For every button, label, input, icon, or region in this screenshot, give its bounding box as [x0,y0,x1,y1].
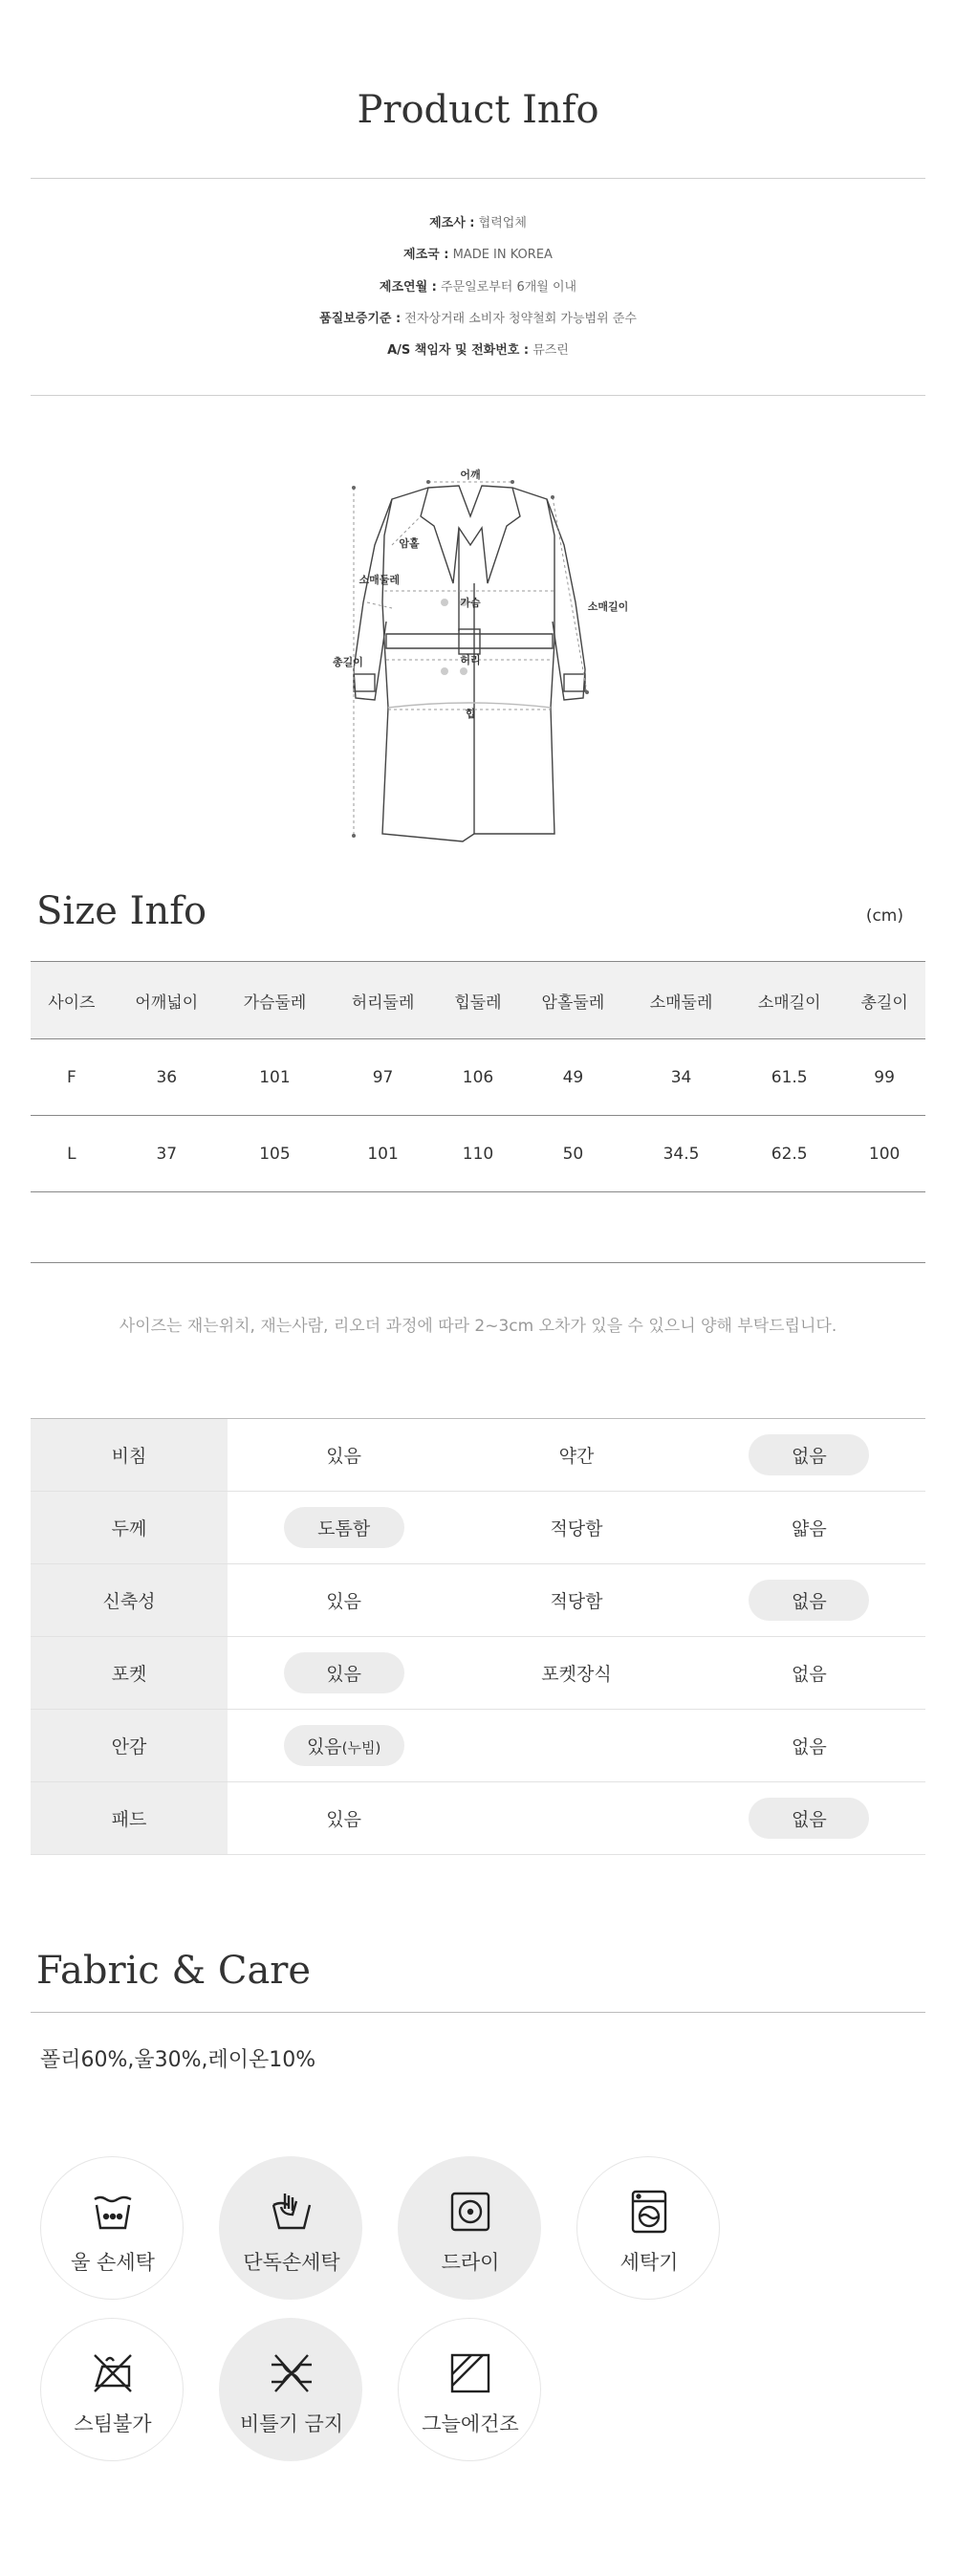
care-label: 그늘에건조 [422,2412,519,2435]
property-row-lining [31,1710,925,1782]
header-cell: 허리둘레 [329,962,437,1039]
property-row-thickness [31,1492,925,1564]
property-label: 포켓 [31,1637,228,1710]
header-cell: 암홀둘레 [519,962,627,1039]
info-country: 제조국 : MADE IN KOREA [403,248,553,262]
table-header-row [31,962,925,1039]
option: 있음 [326,1591,362,1612]
divider [31,178,925,179]
product-info-title: Product Info [357,88,599,132]
option: 없음 [791,1736,827,1757]
fabric-composition: 폴리60%,울30%,레이온10% [40,2048,316,2072]
shade-dry-icon [448,2351,492,2395]
table-cell: 62.5 [735,1116,843,1192]
table-cell: 100 [843,1116,925,1192]
label-shoulder: 어깨 [460,469,481,481]
divider [31,2012,925,2013]
option: 적당함 [550,1591,603,1612]
table-cell: 34.5 [627,1116,735,1192]
property-row-sheer [31,1419,925,1492]
table-cell: 50 [519,1116,627,1192]
table-cell: 110 [437,1116,519,1192]
table-row [31,1039,925,1116]
option [516,1736,637,1752]
divider [31,1262,925,1263]
option: 얇음 [791,1518,827,1539]
care-label: 비틀기 금지 [239,2412,344,2435]
header-cell: 소매둘레 [627,962,735,1039]
table-cell: 101 [329,1116,437,1192]
option: 있음 [326,1446,362,1467]
size-note: 사이즈는 재는위치, 재는사람, 리오더 과정에 따라 2~3cm 오차가 있을 수 있으니 양해 부탁드립니다. [119,1317,837,1336]
header-cell: 소매길이 [735,962,843,1039]
option [516,1809,637,1824]
option: 있음 [326,1809,362,1830]
label-sleeve-length: 소매길이 [587,600,629,613]
property-row-pocket [31,1637,925,1710]
info-manufacturer: 제조사 : 협력업체 [429,216,527,230]
size-table [31,961,925,1192]
header-cell: 힙둘레 [437,962,519,1039]
label-waist: 허리 [460,654,481,666]
option-selected: 있음(누빔) [284,1725,404,1766]
option-selected: 없음 [749,1580,869,1621]
table-cell: 106 [437,1039,519,1116]
header-cell: 가슴둘레 [221,962,329,1039]
care-wool-handwash [40,2156,184,2300]
option: 적당함 [550,1518,603,1539]
table-cell: 105 [221,1116,329,1192]
separate-handwash-icon [270,2190,314,2234]
property-label: 안감 [31,1710,228,1782]
table-cell: 36 [113,1039,221,1116]
care-label: 드라이 [441,2251,500,2274]
care-dry-clean [398,2156,541,2300]
header-cell: 총길이 [843,962,925,1039]
property-row-pad [31,1782,925,1855]
care-shade-dry [398,2318,541,2461]
option-selected: 없음 [749,1798,869,1839]
label-hip: 힙 [465,708,476,720]
property-label: 두께 [31,1492,228,1564]
table-row [31,1116,925,1192]
label-chest: 가슴 [460,597,481,609]
care-label: 세탁기 [619,2251,679,2274]
option: 포켓장식 [541,1664,612,1685]
property-label: 비침 [31,1419,228,1492]
property-table [31,1418,925,1855]
coat-measurement-diagram [325,459,631,861]
wool-handwash-icon [91,2190,135,2234]
care-no-steam [40,2318,184,2461]
table-cell: 97 [329,1039,437,1116]
property-row-stretch [31,1564,925,1637]
size-info-title: Size Info [36,889,207,933]
table-cell: 37 [113,1116,221,1192]
property-label: 패드 [31,1782,228,1855]
option-selected: 도톰함 [284,1507,404,1548]
divider [31,395,925,396]
option: 없음 [791,1664,827,1685]
table-cell: 34 [627,1039,735,1116]
care-washing-machine [576,2156,720,2300]
header-cell: 어깨넓이 [113,962,221,1039]
property-label: 신축성 [31,1564,228,1637]
header-cell: 사이즈 [31,962,113,1039]
care-label: 울 손세탁 [71,2251,155,2274]
fabric-care-title: Fabric & Care [36,1949,312,1993]
washing-machine-icon [627,2190,671,2234]
table-cell: 49 [519,1039,627,1116]
option: 약간 [558,1446,595,1467]
care-label: 스팀불가 [74,2412,152,2435]
info-date: 제조연월 : 주문일로부터 6개월 이내 [379,280,577,295]
no-steam-icon [91,2351,135,2395]
table-cell: 101 [221,1039,329,1116]
table-cell: 61.5 [735,1039,843,1116]
option-selected: 없음 [749,1434,869,1475]
dry-clean-icon [448,2190,492,2234]
table-cell: F [31,1039,113,1116]
option-selected: 있음 [284,1652,404,1693]
unit-label: (cm) [865,906,903,926]
label-sleeve-circ: 소매둘레 [358,574,400,586]
table-cell: L [31,1116,113,1192]
label-armhole: 암홀 [399,537,420,550]
info-warranty: 품질보증기준 : 전자상거래 소비자 청약철회 가능범위 준수 [319,312,637,326]
table-cell: 99 [843,1039,925,1116]
info-as-contact: A/S 책임자 및 전화번호 : 뮤즈린 [387,343,569,358]
care-separate-handwash [219,2156,362,2300]
no-wring-icon [270,2351,314,2395]
care-label: 단독손세탁 [243,2251,340,2274]
label-total-length: 총길이 [333,656,363,668]
care-no-wring [219,2318,362,2461]
